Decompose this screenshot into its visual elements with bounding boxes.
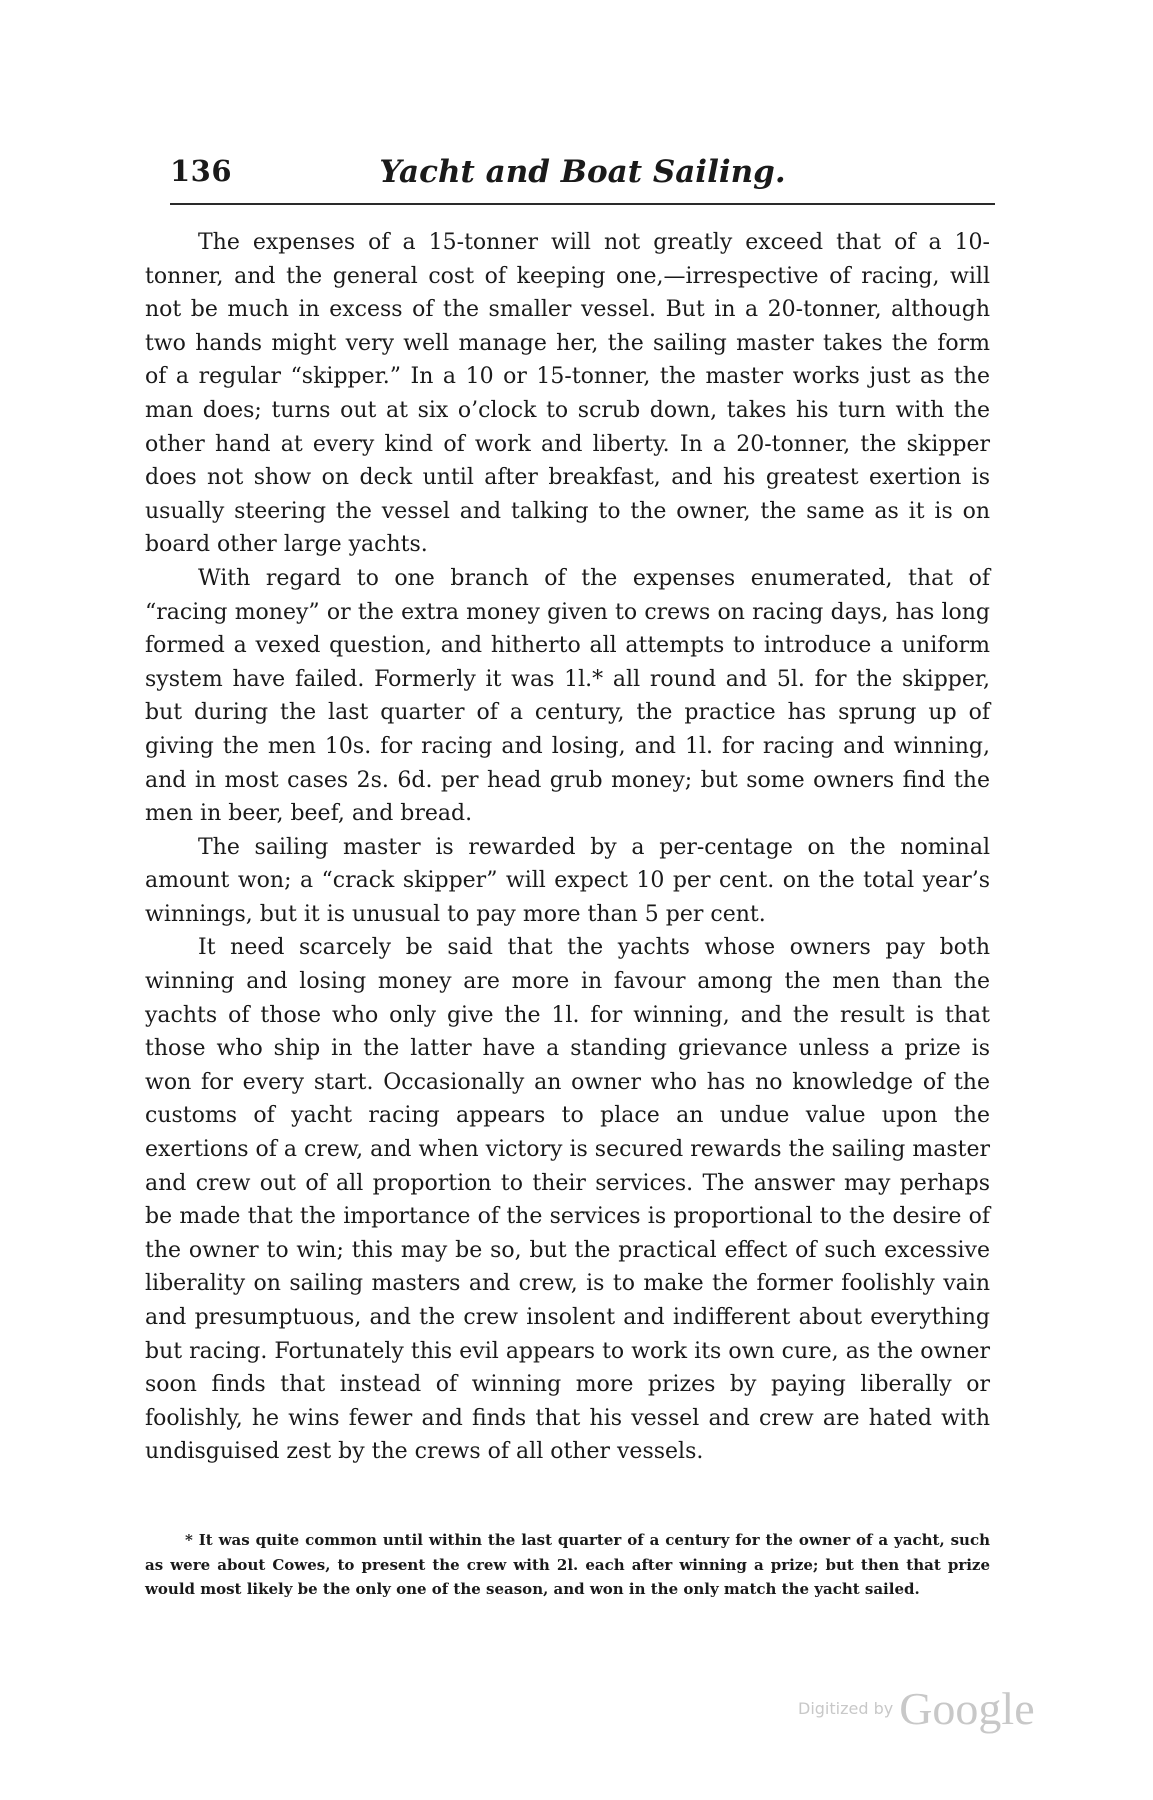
running-title: Yacht and Boat Sailing.: [379, 154, 786, 190]
header-rule: [170, 203, 995, 205]
digitized-watermark: [798, 1680, 1035, 1736]
paragraph-2: With regard to one branch of the expenses enumerated, that of “racing money” or the extra money given to crews on racing days, has long formed a vexed question, and hitherto all attempts to introduce a uniform system have failed. Formerly it was 1l.* all round and 5l. for the skipper, but during the last quarter of a century, the practice has sprung up of giving the men 10s. for racing and losing, and 1l. for racing and winning, and in most cases 2s. 6d. per head grub money; but some owners find the men in beer, beef, and bread.: [145, 565, 990, 827]
paragraph-1: The expenses of a 15-tonner will not greatly exceed that of a 10-tonner, and the general cost of keeping one,—irrespective of racing, will not be much in excess of the smaller vessel. But in a 20-tonner, although two hands might very well manage her, the sailing master takes the form of a regular “skipper.” In a 10 or 15-tonner, the master works just as the man does; turns out at six o’clock to scrub down, takes his turn with the other hand at every kind of work and liberty. In a 20-tonner, the skipper does not show on deck until after breakfast, and his greatest exertion is usually steering the vessel and talking to the owner, the same as it is on board other large yachts.: [145, 230, 990, 558]
watermark-caption: Digitized by: [798, 1698, 894, 1718]
footnote: * It was quite common until within the last quarter of a century for the owner of a yacht, such as were about Cowes, to present the crew with 2l. each after winning a prize; but then that prize would most likely be the only one of the season, and won in the only match the yacht sailed.: [145, 1531, 990, 1598]
google-logo: Google: [899, 1682, 1035, 1734]
paragraph-4: It need scarcely be said that the yachts whose owners pay both winning and losing money are more in favour among the men than the yachts of those who only give the 1l. for winning, and the result is that those who ship in the latter have a standing grievance unless a prize is won for every start. Occasionally an owner who has no knowledge of the customs of yacht racing appears to place an undue value upon the exertions of a crew, and when victory is secured rewards the sailing master and crew out of all proportion to their services. The answer may perhaps be made that the importance of the services is proportional to the desire of the owner to win; this may be so, but the practical effect of such excessive liberality on sailing masters and crew, is to make the former foolishly vain and presumptuous, and the crew insolent and indifferent about everything but racing. Fortunately this evil appears to work its own cure, as the owner soon finds that instead of winning more prizes by paying liberally or foolishly, he wins fewer and finds that his vessel and crew are hated with undisguised zest by the crews of all other vessels.: [145, 935, 990, 1465]
body-text: [145, 226, 990, 1469]
page-number: 136: [170, 154, 233, 188]
page-header: [170, 150, 995, 200]
paragraph-3: The sailing master is rewarded by a per-centage on the nominal amount won; a “crack skipper” will expect 10 per cent. on the total year’s winnings, but it is unusual to pay more than 5 per cent.: [145, 834, 990, 927]
